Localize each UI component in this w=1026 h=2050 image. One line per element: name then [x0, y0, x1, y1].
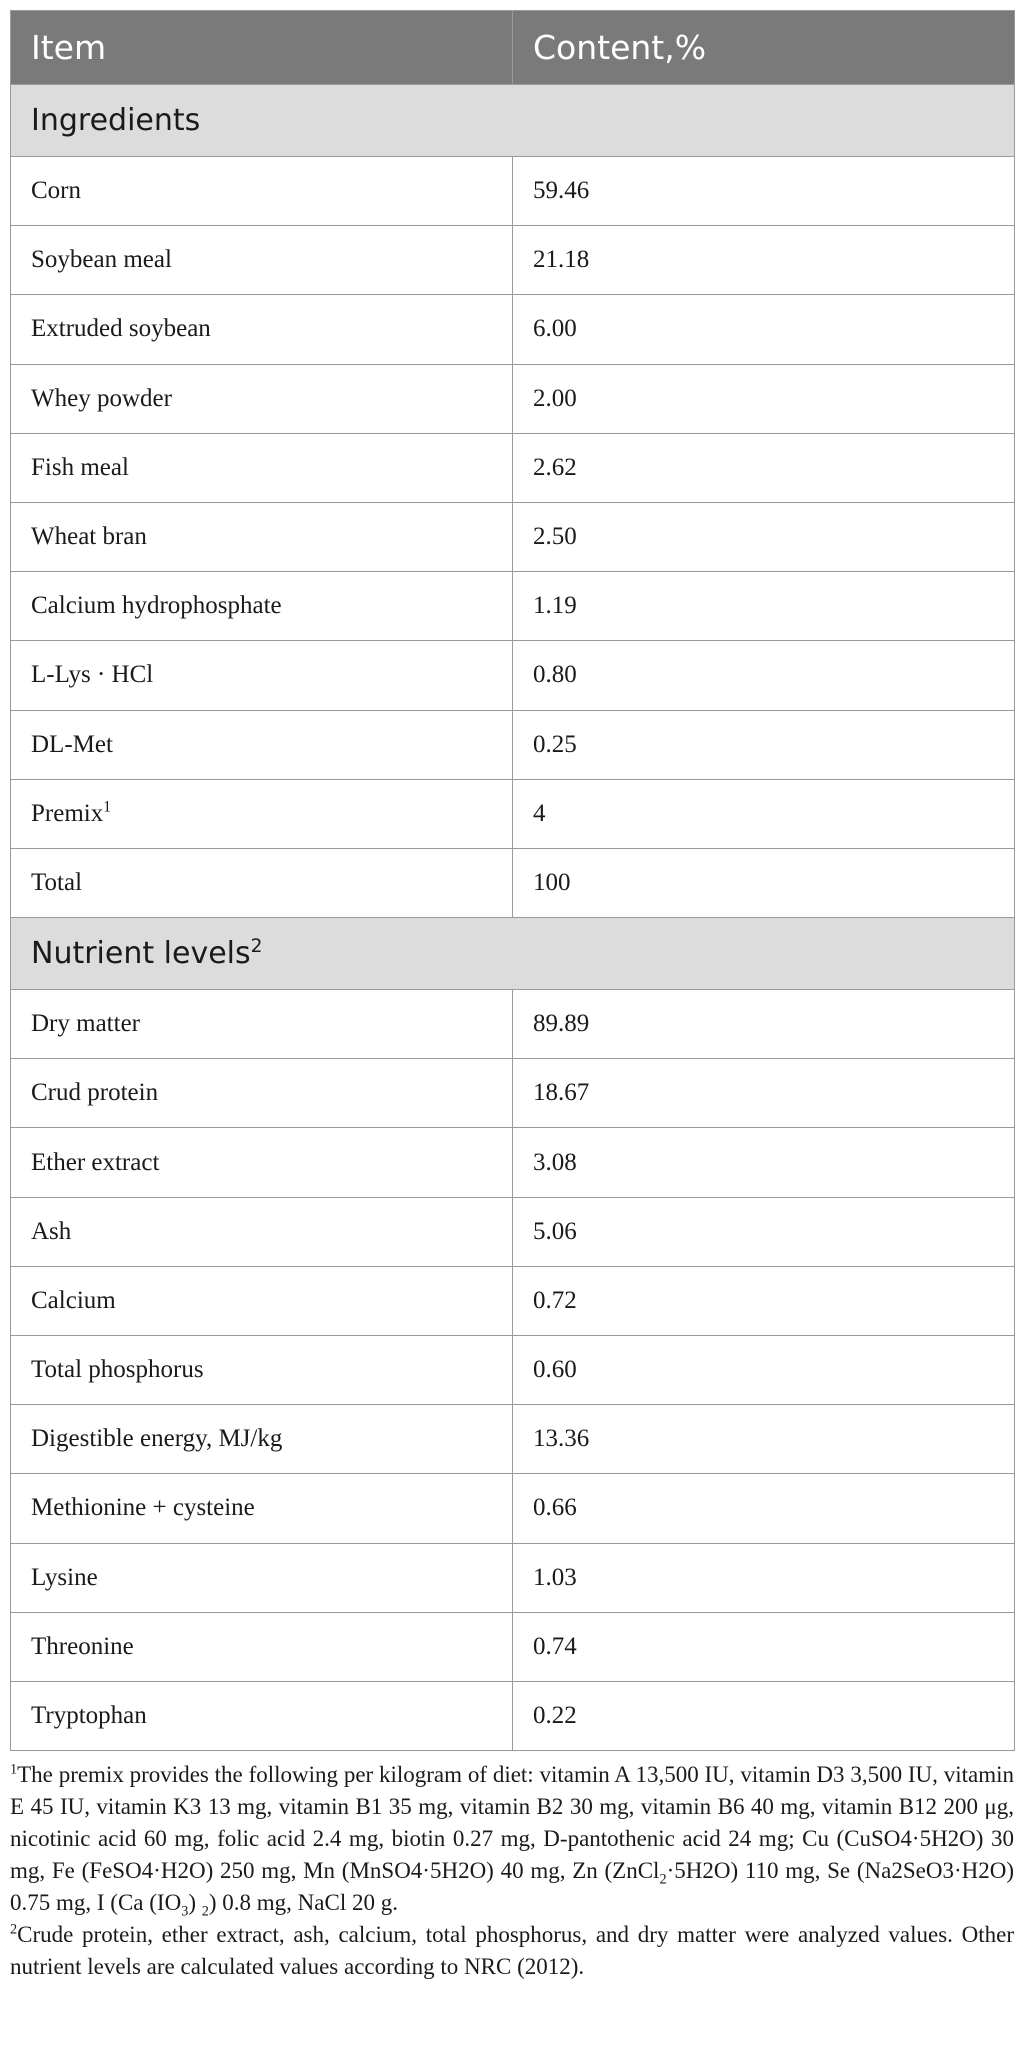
item-cell — [11, 848, 513, 917]
table-row — [11, 1197, 1015, 1266]
item-name: Threonine — [31, 1632, 134, 1660]
item-name: Total phosphorus — [31, 1356, 204, 1384]
table-row — [11, 1059, 1015, 1128]
item-cell — [11, 1336, 513, 1405]
item-cell — [11, 572, 513, 641]
content-value: 2.00 — [513, 364, 1015, 433]
item-cell — [11, 295, 513, 364]
footnote-2-marker: 2 — [10, 1921, 18, 1938]
content-value: 0.66 — [513, 1474, 1015, 1543]
item-name: Methionine + cysteine — [31, 1494, 255, 1522]
table-row — [11, 848, 1015, 917]
content-value: 2.50 — [513, 502, 1015, 571]
content-value: 2.62 — [513, 433, 1015, 502]
item-name: Extruded soybean — [31, 315, 211, 343]
section-title-text: Ingredients — [31, 103, 201, 138]
header-row — [11, 11, 1015, 85]
content-value: 0.80 — [513, 641, 1015, 710]
section-row — [11, 918, 1015, 990]
item-name: Crud protein — [31, 1079, 159, 1107]
item-name: Ash — [31, 1217, 72, 1245]
item-cell — [11, 1266, 513, 1335]
table-row — [11, 1543, 1015, 1612]
table-row — [11, 990, 1015, 1059]
section-title — [11, 918, 1015, 990]
section-title — [11, 85, 1015, 157]
item-name: Ether extract — [31, 1148, 160, 1176]
item-name: Digestible energy, MJ/kg — [31, 1425, 283, 1453]
table-row — [11, 572, 1015, 641]
table-row — [11, 1474, 1015, 1543]
item-cell — [11, 1405, 513, 1474]
content-value: 1.19 — [513, 572, 1015, 641]
content-value: 89.89 — [513, 990, 1015, 1059]
item-cell — [11, 710, 513, 779]
footnote-1-text-part: ) — [188, 1890, 202, 1916]
content-value: 21.18 — [513, 226, 1015, 295]
table-body — [11, 85, 1015, 1751]
item-cell — [11, 1128, 513, 1197]
item-name: Soybean meal — [31, 246, 172, 274]
item-cell — [11, 1474, 513, 1543]
content-value: 0.74 — [513, 1612, 1015, 1681]
table-row — [11, 1336, 1015, 1405]
content-value: 0.25 — [513, 710, 1015, 779]
item-cell — [11, 502, 513, 571]
content-value: 0.60 — [513, 1336, 1015, 1405]
content-value: 4 — [513, 779, 1015, 848]
section-row — [11, 85, 1015, 157]
item-footnote-marker: 1 — [103, 798, 111, 816]
footnote-2 — [10, 1919, 1014, 1983]
item-name: Premix — [31, 799, 104, 827]
table-row — [11, 1405, 1015, 1474]
table-row — [11, 1612, 1015, 1681]
item-name: Calcium hydrophosphate — [31, 592, 282, 620]
footnote-2-text: Crude protein, ether extract, ash, calcium, total phosphorus, and dry matter were analyzed values. Other nutrient levels are calculated values according to NRC (2012). — [10, 1922, 1014, 1980]
content-value: 1.03 — [513, 1543, 1015, 1612]
footnote-1-subscript: 2 — [659, 1871, 667, 1888]
item-cell — [11, 641, 513, 710]
section-title-text: Nutrient levels — [31, 936, 251, 972]
table-row — [11, 710, 1015, 779]
diet-composition-table — [10, 10, 1015, 1751]
item-name: Wheat bran — [31, 523, 147, 551]
item-cell — [11, 1543, 513, 1612]
item-name: Lysine — [31, 1563, 98, 1591]
table-header — [11, 11, 1015, 85]
item-name: Fish meal — [31, 453, 129, 481]
content-value: 0.72 — [513, 1266, 1015, 1335]
footnote-1-text-part: The premix provides the following per kilogram of diet: vitamin A 13,500 IU, vitamin D3 3,500 IU, vitamin E 45 IU, vitamin K3 13 mg, vitamin B1 35 mg, vitamin B2 30 mg, vitamin B6 40 mg, vitamin B12 200 μg, nicotinic acid 60 mg, folic acid 2.4 mg, biotin 0.27 mg, D-pantothenic acid 24 mg; Cu (CuSO4·5H2O) 30 mg, Fe (FeSO4·H2O) 250 mg, Mn (MnSO4·5H2O) 40 mg, Zn (ZnCl — [10, 1762, 1014, 1884]
item-cell — [11, 1059, 513, 1128]
item-cell — [11, 1612, 513, 1681]
section-footnote-marker: 2 — [250, 936, 263, 958]
item-cell — [11, 779, 513, 848]
item-name: Whey powder — [31, 384, 172, 412]
content-value: 59.46 — [513, 157, 1015, 226]
table-row — [11, 364, 1015, 433]
item-name: Total — [31, 868, 83, 896]
content-value: 0.22 — [513, 1681, 1015, 1750]
item-name: DL-Met — [31, 730, 113, 758]
item-name: Calcium — [31, 1286, 116, 1314]
item-name: Tryptophan — [31, 1702, 147, 1730]
content-value: 100 — [513, 848, 1015, 917]
table-row — [11, 226, 1015, 295]
content-value: 6.00 — [513, 295, 1015, 364]
content-value: 3.08 — [513, 1128, 1015, 1197]
footnote-1-subscript: 3 — [181, 1903, 189, 1920]
table-row — [11, 433, 1015, 502]
item-cell — [11, 1197, 513, 1266]
table-row — [11, 295, 1015, 364]
table-row — [11, 1128, 1015, 1197]
content-value: 5.06 — [513, 1197, 1015, 1266]
table-row — [11, 779, 1015, 848]
footnote-1-text-part: ·5H2O) 110 mg, Se (Na2SeO3·H2O) 0.75 mg, I (Ca (IO — [10, 1858, 1015, 1916]
item-cell — [11, 226, 513, 295]
item-cell — [11, 433, 513, 502]
table-row — [11, 502, 1015, 571]
item-cell — [11, 1681, 513, 1750]
item-name: Corn — [31, 177, 81, 205]
item-name: Dry matter — [31, 1010, 140, 1038]
footnotes — [10, 1759, 1014, 1983]
content-value: 18.67 — [513, 1059, 1015, 1128]
footnote-1-text-part: ) 0.8 mg, NaCl 20 g. — [208, 1890, 398, 1916]
header-content: Content,% — [513, 11, 1015, 85]
table-row — [11, 1266, 1015, 1335]
footnote-1 — [10, 1759, 1014, 1919]
item-name: L-Lys · HCl — [31, 661, 154, 689]
header-item: Item — [11, 11, 513, 85]
item-cell — [11, 990, 513, 1059]
table-row — [11, 157, 1015, 226]
content-value: 13.36 — [513, 1405, 1015, 1474]
document — [10, 10, 1014, 1983]
item-cell — [11, 157, 513, 226]
table-row — [11, 641, 1015, 710]
footnote-1-subscript: 2 — [201, 1903, 209, 1920]
footnote-1-marker: 1 — [10, 1761, 18, 1778]
item-cell — [11, 364, 513, 433]
table-row — [11, 1681, 1015, 1750]
